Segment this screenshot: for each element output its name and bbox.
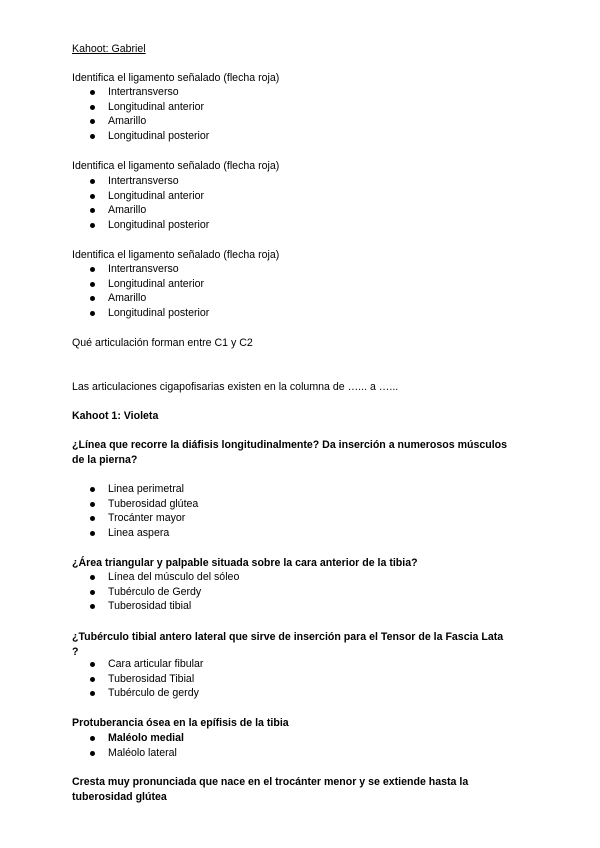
bullet-icon bbox=[90, 208, 95, 213]
bullet-icon bbox=[90, 590, 95, 595]
list-item: Linea perimetral bbox=[72, 482, 198, 497]
violeta-question-1: ¿Línea que recorre la diáfisis longitudinalmente? Da inserción a numerosos músculos de la pierna? bbox=[72, 439, 508, 466]
bullet-icon bbox=[90, 487, 95, 492]
list-item: Tuberosidad glútea bbox=[72, 497, 198, 512]
list-item: Intertransverso bbox=[72, 85, 209, 100]
kahoot-violeta-heading: Kahoot 1: Violeta bbox=[72, 410, 159, 422]
bullet-icon bbox=[90, 677, 95, 682]
bullet-icon bbox=[90, 691, 95, 696]
question-1: Identifica el ligamento señalado (flecha roja) bbox=[72, 72, 280, 84]
question-3: Identifica el ligamento señalado (flecha roja) bbox=[72, 249, 280, 261]
list-item: Maléolo medial bbox=[72, 731, 184, 746]
violeta-question-5: Cresta muy pronunciada que nace en el trocánter menor y se extiende hasta la tuberosidad glútea bbox=[72, 776, 469, 803]
list-item: Amarillo bbox=[72, 203, 209, 218]
list-item: Longitudinal anterior bbox=[72, 189, 209, 204]
question-4: Qué articulación forman entre C1 y C2 bbox=[72, 337, 253, 349]
list-item: Línea del músculo del sóleo bbox=[72, 570, 239, 585]
bullet-icon bbox=[90, 296, 95, 301]
question-2: Identifica el ligamento señalado (flecha roja) bbox=[72, 160, 280, 172]
violeta-question-3-options bbox=[72, 657, 203, 701]
bullet-icon bbox=[90, 516, 95, 521]
list-item: Tuberosidad tibial bbox=[72, 599, 239, 614]
list-item: Amarillo bbox=[72, 291, 209, 306]
bullet-icon bbox=[90, 502, 95, 507]
bullet-icon bbox=[90, 90, 95, 95]
bullet-icon bbox=[90, 194, 95, 199]
kahoot-gabriel-heading: Kahoot: Gabriel bbox=[72, 43, 146, 55]
list-item: Tuberosidad Tibial bbox=[72, 672, 203, 687]
list-item: Linea aspera bbox=[72, 526, 198, 541]
list-item: Tubérculo de Gerdy bbox=[72, 585, 239, 600]
bullet-icon bbox=[90, 575, 95, 580]
list-item: Amarillo bbox=[72, 114, 209, 129]
bullet-icon bbox=[90, 134, 95, 139]
violeta-question-2-options bbox=[72, 570, 239, 614]
bullet-icon bbox=[90, 179, 95, 184]
violeta-question-4-options bbox=[72, 731, 184, 760]
violeta-question-1-options bbox=[72, 482, 198, 540]
bullet-icon bbox=[90, 105, 95, 110]
bullet-icon bbox=[90, 736, 95, 741]
list-item: Intertransverso bbox=[72, 174, 209, 189]
bullet-icon bbox=[90, 267, 95, 272]
question-3-options bbox=[72, 262, 209, 320]
bullet-icon bbox=[90, 311, 95, 316]
bullet-icon bbox=[90, 604, 95, 609]
bullet-icon bbox=[90, 531, 95, 536]
violeta-question-2: ¿Área triangular y palpable situada sobre la cara anterior de la tibia? bbox=[72, 557, 418, 569]
question-1-options bbox=[72, 85, 209, 143]
question-2-options bbox=[72, 174, 209, 232]
list-item: Maléolo lateral bbox=[72, 746, 184, 761]
bullet-icon bbox=[90, 119, 95, 124]
question-5: Las articulaciones cigapofisarias existen en la columna de …... a …... bbox=[72, 381, 399, 393]
list-item: Cara articular fibular bbox=[72, 657, 203, 672]
list-item: Longitudinal posterior bbox=[72, 306, 209, 321]
violeta-question-4: Protuberancia ósea en la epífisis de la tibia bbox=[72, 717, 289, 729]
list-item: Intertransverso bbox=[72, 262, 209, 277]
bullet-icon bbox=[90, 662, 95, 667]
list-item: Longitudinal posterior bbox=[72, 218, 209, 233]
bullet-icon bbox=[90, 223, 95, 228]
list-item: Tubérculo de gerdy bbox=[72, 686, 203, 701]
violeta-question-3: ¿Tubérculo tibial antero lateral que sirve de inserción para el Tensor de la Fascia Lata ? bbox=[72, 631, 504, 658]
list-item: Longitudinal anterior bbox=[72, 100, 209, 115]
list-item: Trocánter mayor bbox=[72, 511, 198, 526]
bullet-icon bbox=[90, 282, 95, 287]
list-item: Longitudinal posterior bbox=[72, 129, 209, 144]
bullet-icon bbox=[90, 751, 95, 756]
list-item: Longitudinal anterior bbox=[72, 277, 209, 292]
